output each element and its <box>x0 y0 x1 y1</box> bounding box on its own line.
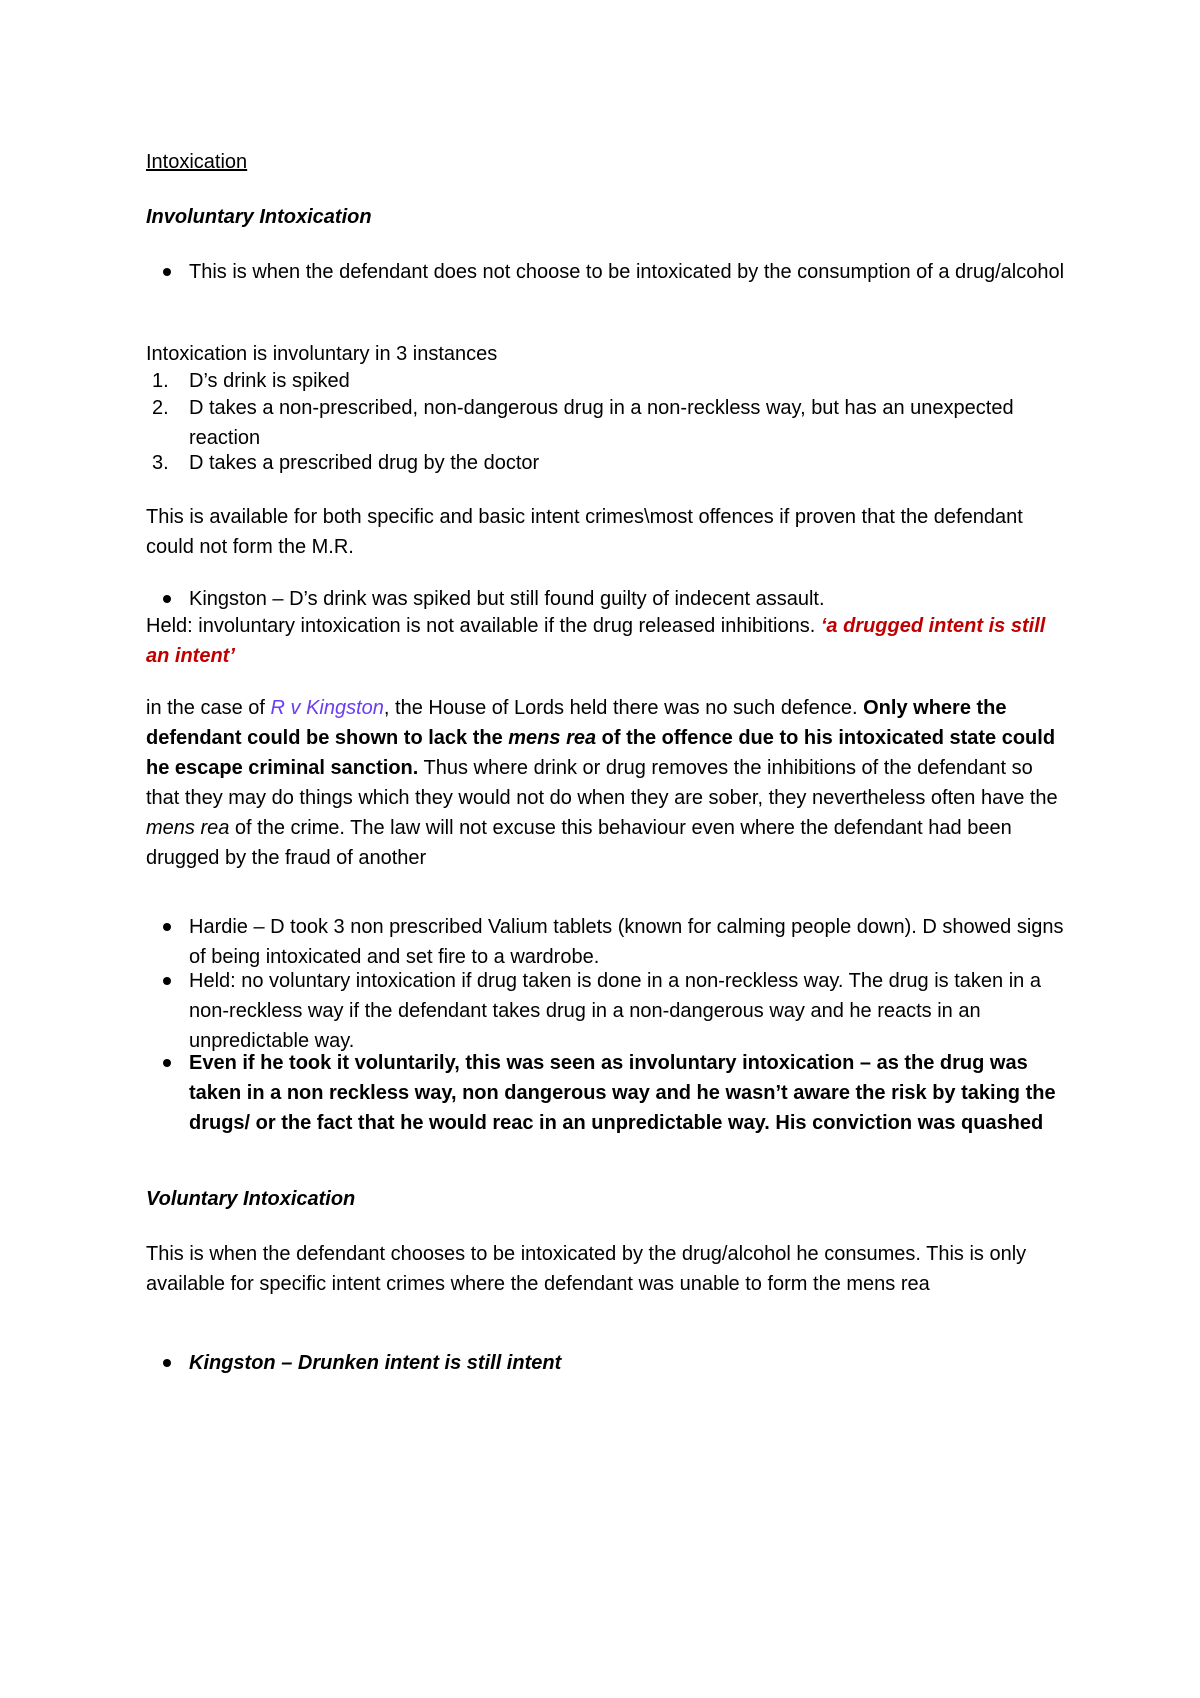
voluntary-heading: Voluntary Intoxication <box>146 1188 356 1210</box>
case-text: in the case of <box>146 697 271 719</box>
list-item <box>189 1348 1066 1378</box>
bullet-icon <box>163 268 171 276</box>
voluntary-paragraph: This is when the defendant chooses to be intoxicated by the drug/alcohol he consumes. This is only available for specific intent crimes where the defendant was unable to form the mens rea <box>146 1243 1027 1295</box>
list-item-text: Even if he took it voluntarily, this was seen as involuntary intoxication – as the drug was taken in a non reckless way, non dangerous way and he wasn’t aware the risk by taking the drugs/ or the fact that he would reac in an unpredictable way. His conviction was quashed <box>189 1052 1056 1134</box>
numbered-item <box>152 448 1066 478</box>
instances-intro: Intoxication is involuntary in 3 instances <box>146 343 498 365</box>
list-item <box>189 966 1066 1056</box>
held-quote: ‘a drugged intent is still an intent’ <box>146 615 1046 667</box>
numbered-item-text: D’s drink is spiked <box>189 370 350 392</box>
held-paragraph <box>146 611 1066 671</box>
numbered-item-text: D takes a non-prescribed, non-dangerous drug in a non-reckless way, but has an unexpected reaction <box>189 397 1014 449</box>
case-text: , the House of Lords held there was no such defence. <box>383 697 864 719</box>
case-text: Thus where drink or drug removes the inhibitions of the defendant so that they may do things which they would not do when they are sober, they nevertheless often have the <box>146 757 1058 809</box>
case-bold-italic-text: mens rea <box>508 727 597 749</box>
list-item-text: Kingston – Drunken intent is still intent <box>189 1352 562 1374</box>
item-number: 2. <box>152 397 169 419</box>
list-item <box>189 584 1066 614</box>
case-bold-text: of the offence due to his intoxicated state could he escape criminal sanction. <box>146 727 1056 779</box>
numbered-item-text: D takes a prescribed drug by the doctor <box>189 452 540 474</box>
case-bold-text: Only where the defendant could be shown to lack the <box>146 697 1007 749</box>
list-item <box>189 912 1066 972</box>
list-item <box>189 257 1066 287</box>
bullet-icon <box>163 1359 171 1367</box>
case-name: R v Kingston <box>270 697 384 719</box>
bullet-icon <box>163 923 171 931</box>
list-item-text: Held: no voluntary intoxication if drug taken is done in a non-reckless way. The drug is taken in a non-reckless way if the defendant takes drug in a non-dangerous way and he reacts in an unpredictable way. <box>189 970 1041 1052</box>
item-number: 1. <box>152 370 169 392</box>
list-item-text: Hardie – D took 3 non prescribed Valium tablets (known for calming people down). D showed signs of being intoxicated and set fire to a wardrobe. <box>189 916 1064 968</box>
case-text: of the crime. The law will not excuse this behaviour even where the defendant had been drugged by the fraud of another <box>146 817 1012 869</box>
involuntary-heading: Involuntary Intoxication <box>146 206 372 228</box>
case-italic-text: mens rea <box>146 817 230 839</box>
case-paragraph <box>146 693 1066 873</box>
bullet-icon <box>163 1059 171 1067</box>
doc-title: Intoxication <box>146 151 248 173</box>
bullet-icon <box>163 977 171 985</box>
held-text: Held: involuntary intoxication is not available if the drug released inhibitions. <box>146 615 821 637</box>
numbered-item <box>152 393 1066 453</box>
list-item-text: Kingston – D’s drink was spiked but still found guilty of indecent assault. <box>189 588 825 610</box>
availability-paragraph: This is available for both specific and basic intent crimes\most offences if proven that the defendant could not form the M.R. <box>146 506 1023 558</box>
list-item-text: This is when the defendant does not choose to be intoxicated by the consumption of a drug/alcohol <box>189 261 1065 283</box>
bullet-icon <box>163 595 171 603</box>
item-number: 3. <box>152 452 169 474</box>
list-item <box>189 1048 1066 1138</box>
numbered-item <box>152 366 1066 396</box>
